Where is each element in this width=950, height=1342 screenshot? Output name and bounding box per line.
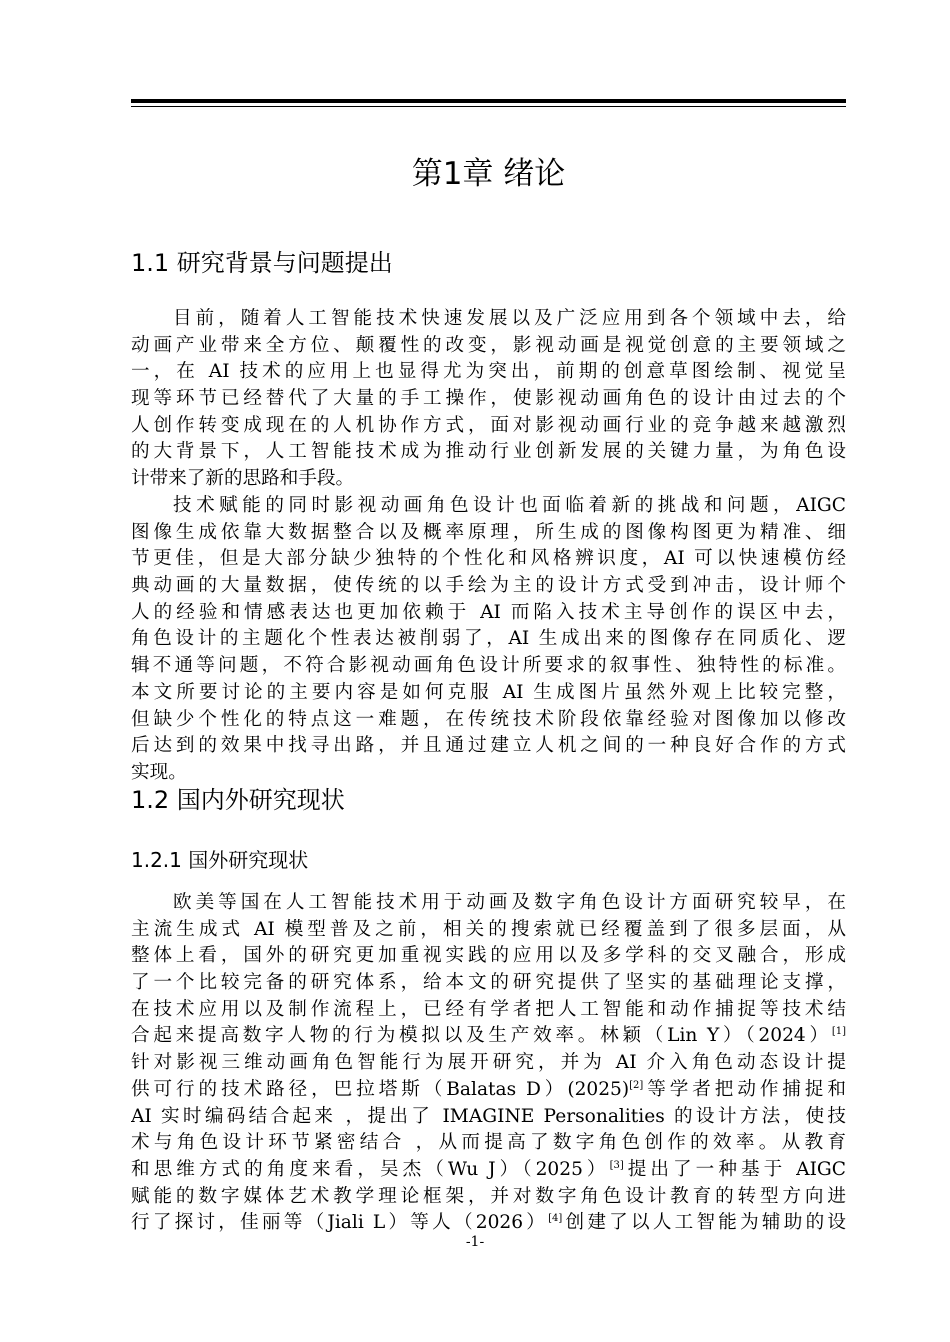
text-line: 的大背景下，人工智能技术成为推动行业创新发展的关键力量，为角色设 <box>131 441 846 463</box>
text-line: 本文所要讨论的主要内容是如何克服 AI 生成图片虽然外观上比较完整， <box>131 681 846 703</box>
section-heading-1-1: 1.1 研究背景与问题提出 <box>131 249 393 277</box>
subsection-heading-1-2-1: 1.2.1 国外研究现状 <box>131 848 309 872</box>
page-number: -1- <box>465 1234 485 1250</box>
text-span: 提出了一种基于 AIGC <box>623 1158 846 1180</box>
text-line: 目前，随着人工智能技术快速发展以及广泛应用到各个领域中去，给 <box>173 308 846 329</box>
text-line: 图像生成依靠大数据整合以及概率原理，所生成的图像构图更为精准、细 <box>131 521 846 543</box>
text-line: 赋能的数字媒体艺术教学理论框架，并对数字角色设计教育的转型方向进 <box>131 1185 846 1207</box>
text-line: 动画产业带来全方位、颠覆性的改变，影视动画是视觉创意的主要领域之 <box>131 334 846 356</box>
text-line: 但缺少个性化的特点这一难题，在传统技术阶段依靠经验对图像加以修改 <box>131 708 846 730</box>
paragraph-foreign-research <box>131 890 846 1237</box>
text-line: 整体上看，国外的研究更加重视实践的应用以及多学科的交叉融合，形成 <box>131 945 846 967</box>
text-line: 人创作转变成现在的人机协作方式，面对影视动画行业的竞争越来越激烈 <box>131 414 846 436</box>
citation-ref-3[interactable]: [3] <box>609 1159 624 1171</box>
text-line: 针对影视三维动画角色智能行为展开研究，并为 AI 介入角色动态设计提 <box>131 1052 846 1074</box>
text-line: 了一个比较完备的研究体系，给本文的研究提供了坚实的基础理论支撑， <box>131 972 846 994</box>
chapter-title: 第1章 绪论 <box>411 156 566 192</box>
text-line: 节更佳，但是大部分缺少独特的个性化和风格辨识度，AI 可以快速模仿经 <box>131 548 846 570</box>
citation-ref-1[interactable]: [1] <box>831 1026 846 1038</box>
text-line: 角色设计的主题化个性表达被削弱了，AI 生成出来的图像存在同质化、逻 <box>131 628 846 650</box>
text-span: 供可行的技术路径，巴拉塔斯（Balatas D）(2025) <box>131 1078 630 1100</box>
text-line: 技术赋能的同时影视动画角色设计也面临着新的挑战和问题，AIGC <box>173 495 846 516</box>
text-line: 实现。 <box>131 761 187 783</box>
text-line: 主流生成式 AI 模型普及之前，相关的搜索就已经覆盖到了很多层面，从 <box>131 918 846 940</box>
section-heading-1-2: 1.2 国内外研究现状 <box>131 786 345 814</box>
text-line: 后达到的效果中找寻出路，并且通过建立人机之间的一种良好合作的方式 <box>131 735 846 757</box>
text-line: 在技术应用以及制作流程上，已经有学者把人工智能和动作捕捉等技术结 <box>131 998 846 1020</box>
text-line: 计带来了新的思路和手段。 <box>131 468 355 490</box>
text-span: 等学者把动作捕捉和 <box>643 1078 846 1100</box>
text-line: 现等环节已经替代了大量的手工操作，使影视动画角色的设计由过去的个 <box>131 388 846 410</box>
header-rule-thin <box>131 106 846 107</box>
citation-ref-4[interactable]: [4] <box>548 1213 563 1225</box>
text-line <box>131 1077 846 1104</box>
text-line <box>131 1157 846 1184</box>
text-line: 术与角色设计环节紧密结合 ，从而提高了数字角色创作的效率。从教育 <box>131 1132 846 1154</box>
header-rule-thick <box>131 99 846 103</box>
text-line: 一，在 AI 技术的应用上也显得尤为突出，前期的创意草图绘制、视觉呈 <box>131 361 846 383</box>
text-span: 创建了以人工智能为辅助的设 <box>562 1212 846 1234</box>
text-span: 和思维方式的角度来看，吴杰（Wu J）（2025） <box>131 1158 610 1180</box>
text-line: 典动画的大量数据，使传统的以手绘为主的设计方式受到冲击，设计师个 <box>131 575 846 597</box>
text-line <box>131 1023 846 1050</box>
citation-ref-2[interactable]: [2] <box>629 1079 644 1091</box>
text-line: 人的经验和情感表达也更加依赖于 AI 而陷入技术主导创作的误区中去， <box>131 601 846 623</box>
text-span: 合起来提高数字人物的行为模拟以及生产效率。林颖（Lin Y）（2024） <box>131 1025 832 1047</box>
text-span: 行了探讨，佳丽等（Jiali L）等人（2026） <box>131 1212 549 1234</box>
text-line: 辑不通等问题，不符合影视动画角色设计所要求的叙事性、独特性的标准。 <box>131 655 846 677</box>
text-line: AI 实时编码结合起来 ，提出了 IMAGINE Personalities 的设计方法，使技 <box>131 1105 846 1127</box>
paragraph-challenges <box>131 493 846 787</box>
text-line: 欧美等国在人工智能技术用于动画及数字角色设计方面研究较早，在 <box>173 892 846 913</box>
paragraph-background <box>131 306 846 493</box>
